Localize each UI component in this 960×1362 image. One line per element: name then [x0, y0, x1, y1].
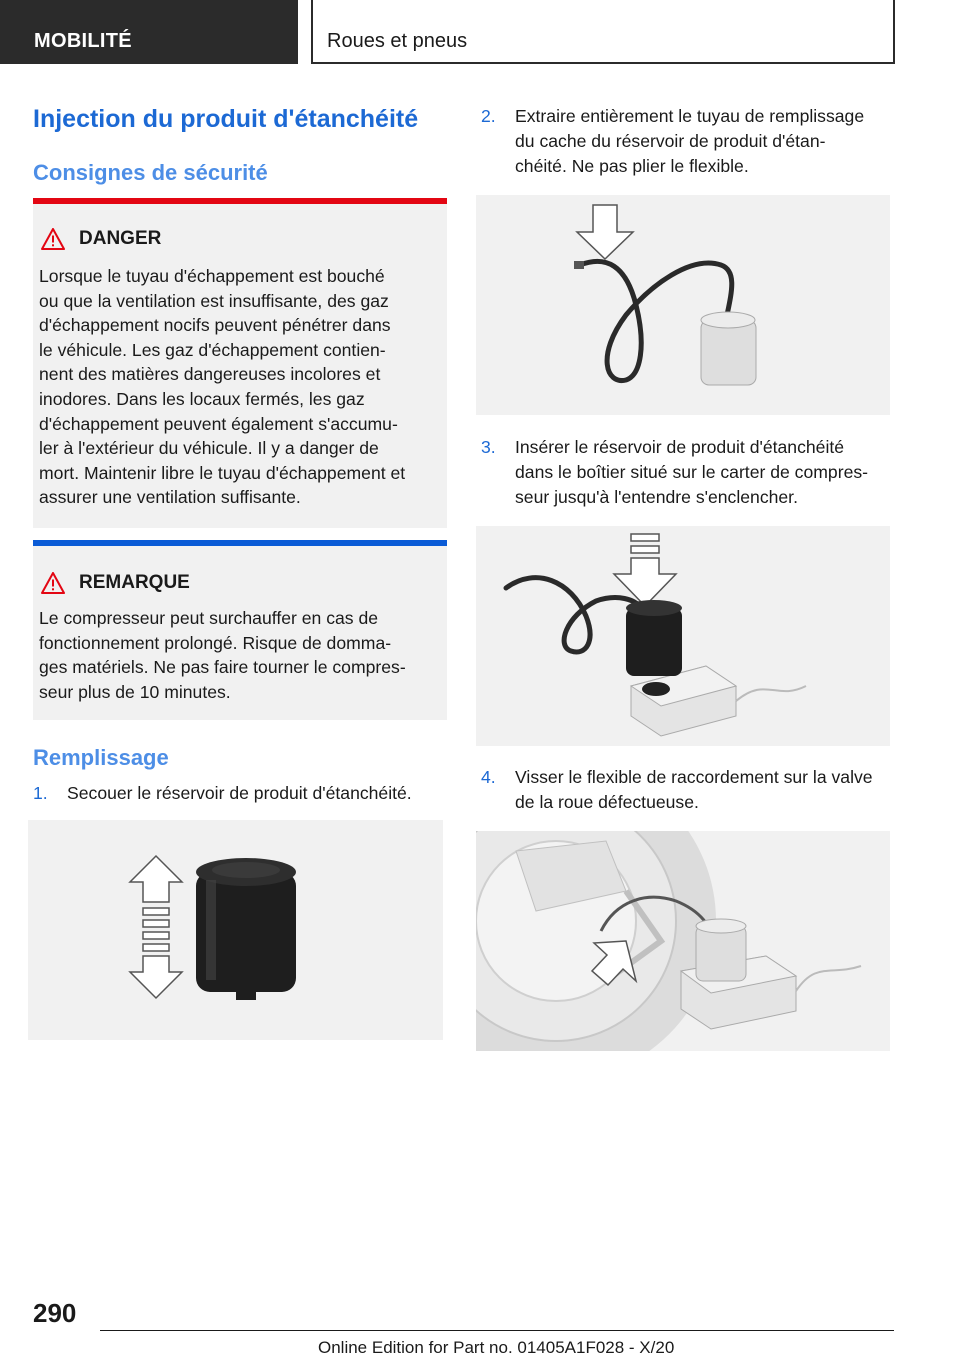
figure-connect-valve: [476, 831, 890, 1051]
notice-line: fonctionnement prolongé. Risque de domma‐: [39, 632, 392, 653]
danger-line: assurer une ventilation suffisante.: [39, 487, 301, 508]
danger-text: [39, 264, 443, 510]
step-line: Visser le flexible de raccordement sur la valve: [515, 767, 873, 787]
step-text: [515, 435, 868, 510]
sealant-canister-icon: [626, 600, 682, 676]
warning-triangle-icon: [41, 572, 65, 594]
step-line: de la roue défectueuse.: [515, 792, 699, 812]
safety-heading: Consignes de sécurité: [33, 160, 268, 185]
down-arrow-icon: [577, 205, 633, 259]
notice-box: [33, 540, 447, 720]
step-number: 4.: [481, 767, 496, 787]
step-line: Insérer le réservoir de produit d'étanchéité: [515, 437, 845, 457]
step-text: [67, 781, 412, 806]
danger-title: [41, 228, 161, 250]
danger-line: ou que la ventilation est insuffisante, des gaz: [39, 290, 389, 311]
notice-line: ges matériels. Ne pas faire tourner le compres‐: [39, 657, 406, 678]
danger-line: d'échappement peuvent également s'accumu‐: [39, 413, 398, 434]
header-chapter-tab: Roues et pneus: [311, 0, 895, 64]
power-cable: [736, 686, 806, 701]
notice-line: Le compresseur peut surchauffer en cas de: [39, 608, 379, 628]
sealant-canister-icon: [196, 858, 296, 1000]
step-line: Secouer le réservoir de produit d'étanchéité.: [67, 783, 412, 803]
up-down-arrow-icon: [130, 856, 182, 998]
notice-title: [41, 572, 190, 594]
notice-title-label: REMARQUE: [79, 572, 190, 593]
step-line: dans le boîtier situé sur le carter de compres‐: [515, 462, 869, 482]
step-number: 1.: [33, 783, 48, 803]
compressor-icon: [631, 666, 736, 736]
header-section-tab: MOBILITÉ: [0, 0, 298, 64]
filling-heading: Remplissage: [33, 745, 169, 770]
danger-title-label: DANGER: [79, 228, 162, 249]
sealant-canister-icon: [696, 919, 746, 981]
danger-line: mort. Maintenir libre le tuyau d'échappement et: [39, 462, 406, 483]
danger-box: [33, 198, 447, 528]
danger-line: d'échappement nocifs peuvent pénétrer dans: [39, 315, 391, 336]
danger-line: nent des matières dangereuses incolores et: [39, 364, 381, 385]
danger-line: ler à l'extérieur du véhicule. Il y a danger de: [39, 438, 379, 459]
page-number: 290: [33, 1298, 77, 1328]
step-number: 2.: [481, 106, 496, 126]
sealant-canister-icon: [701, 312, 756, 385]
step-line: chéité. Ne pas plier le flexible.: [515, 156, 749, 176]
down-arrow-icon: [614, 534, 676, 606]
step-line: du cache du réservoir de produit d'étan‐: [515, 131, 826, 151]
step-line: seur jusqu'à l'entendre s'enclencher.: [515, 487, 798, 507]
power-cable: [796, 966, 861, 991]
warning-triangle-icon: [41, 228, 65, 250]
notice-line: seur plus de 10 minutes.: [39, 681, 231, 702]
page-title: Injection du produit d'étanchéité: [33, 105, 419, 133]
danger-line: Lorsque le tuyau d'échappement est bouché: [39, 266, 385, 286]
wheel-icon: [476, 831, 716, 1051]
step-text: [515, 765, 873, 815]
footer-rule: [100, 1330, 894, 1331]
danger-line: le véhicule. Les gaz d'échappement contien‐: [39, 339, 386, 360]
step-text: [515, 104, 864, 179]
step-line: Extraire entièrement le tuyau de remplissage: [515, 106, 865, 126]
notice-text: [39, 606, 443, 704]
step-number: 3.: [481, 437, 496, 457]
danger-line: inodores. Dans les locaux fermés, les gaz: [39, 388, 365, 409]
figure-extract-hose: [476, 195, 890, 415]
figure-shake-canister: [28, 820, 443, 1040]
filler-hose: [506, 578, 644, 652]
footer-edition: Online Edition for Part no. 01405A1F028 - X/20: [318, 1338, 675, 1357]
figure-insert-canister: [476, 526, 890, 746]
